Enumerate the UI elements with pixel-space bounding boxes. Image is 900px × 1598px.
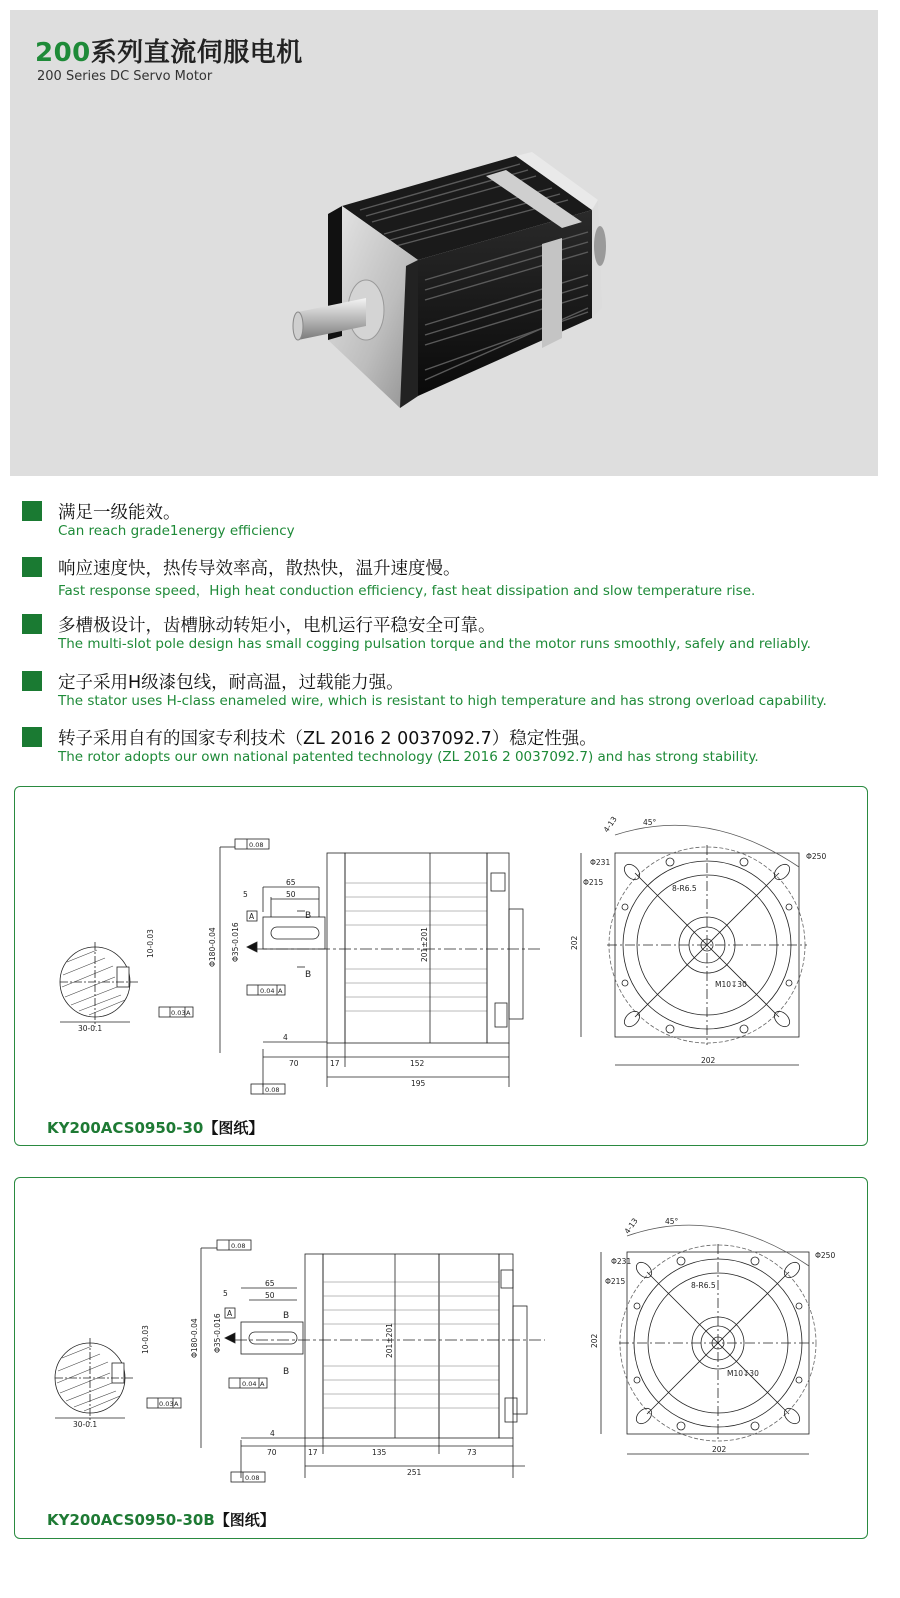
dim-text: 5: [243, 890, 248, 899]
dim-text: 8-R6.5: [672, 884, 697, 893]
tol-text: 0.03: [171, 1009, 186, 1017]
side-view: [190, 1240, 545, 1482]
dim-text: Φ250: [806, 852, 827, 861]
dim-text: 152: [410, 1059, 425, 1068]
drawing-panel-1: [14, 786, 868, 1146]
product-hero: [10, 10, 878, 476]
model-code: KY200ACS0950-30B: [47, 1511, 215, 1529]
front-view: [590, 1216, 835, 1454]
dim-text: Φ215: [605, 1277, 626, 1286]
dim-text: M10↧30: [727, 1369, 759, 1378]
feature-cn: 多槽极设计，齿槽脉动转矩小，电机运行平稳安全可靠。: [58, 616, 496, 636]
keyway-section: [55, 1325, 181, 1429]
dim-text: 45°: [643, 818, 657, 827]
feature-cn: 满足一级能效。: [58, 503, 181, 523]
dim-text: 5: [223, 1289, 228, 1298]
dim-text: 70: [289, 1059, 299, 1068]
dim-text: 65: [286, 878, 296, 887]
dim-text: 4-13: [622, 1216, 640, 1236]
dim-text: 30-0.1: [78, 1024, 103, 1033]
dim-text: 251: [407, 1468, 422, 1477]
bullet-square-icon: [22, 727, 42, 747]
tol-text: 0.08: [249, 841, 264, 849]
tol-text: 0.08: [245, 1474, 260, 1482]
dim-text: 201±201: [420, 927, 429, 962]
datum-text: A: [227, 1309, 233, 1318]
technical-drawing: [15, 1178, 867, 1502]
dim-text: 4: [270, 1429, 275, 1438]
title-number: 200: [35, 38, 91, 68]
feature-en: The rotor adopts our own national patented technology (ZL 2016 2 0037092.7) and has strong stability.: [58, 749, 759, 765]
dim-text: 50: [286, 890, 296, 899]
dim-text: 17: [308, 1448, 318, 1457]
dim-text: 202: [712, 1445, 727, 1454]
section-text: B: [305, 911, 312, 921]
dim-text: 10-0.03: [146, 929, 155, 958]
drawing-panel-2: [14, 1177, 868, 1539]
motor-product-image: [280, 140, 620, 430]
dim-text: 202: [701, 1056, 716, 1065]
dim-text: 201±201: [385, 1323, 394, 1358]
dim-text: 30-0.1: [73, 1420, 98, 1429]
dim-text: 195: [411, 1079, 426, 1088]
model-code: KY200ACS0950-30: [47, 1119, 204, 1137]
drawing-model-label: [47, 1117, 263, 1138]
dim-text: 10-0.03: [141, 1325, 150, 1354]
datum-text: A: [249, 912, 255, 921]
page-subtitle: 200 Series DC Servo Motor: [37, 69, 213, 84]
side-view: [208, 839, 543, 1094]
dim-text: Φ180-0.04: [208, 927, 217, 967]
tol-text: 0.04: [242, 1380, 257, 1388]
dim-text: Φ250: [815, 1251, 836, 1260]
drawing-suffix: 【图纸】: [203, 1119, 264, 1137]
feature-en: Fast response speed，High heat conduction efficiency, fast heat dissipation and slow temperature rise.: [58, 583, 756, 599]
page-title: [35, 32, 303, 69]
dim-text: 4-13: [601, 814, 619, 834]
feature-cn: 响应速度快，热传导效率高，散热快，温升速度慢。: [58, 559, 461, 579]
dim-text: Φ35-0.016: [231, 922, 240, 962]
dim-text: 65: [265, 1279, 275, 1288]
bullet-square-icon: [22, 614, 42, 634]
feature-cn: 定子采用H级漆包线，耐高温，过载能力强。: [58, 673, 404, 693]
section-text: B: [305, 970, 312, 980]
dim-text: 8-R6.5: [691, 1281, 716, 1290]
dim-text: 45°: [665, 1217, 679, 1226]
dim-text: Φ215: [583, 878, 604, 887]
dim-text: 4: [283, 1033, 288, 1042]
title-chinese: 系列直流伺服电机: [90, 38, 303, 68]
tol-ref: A: [278, 987, 283, 995]
feature-en: The multi-slot pole design has small cogging pulsation torque and the motor runs smoothly, safely and reliably.: [58, 636, 811, 652]
dim-text: 73: [467, 1448, 477, 1457]
dim-text: 202: [590, 1333, 599, 1348]
tol-ref: A: [260, 1380, 265, 1388]
feature-en: Can reach grade1energy efficiency: [58, 523, 295, 539]
drawing-model-label: [47, 1509, 275, 1530]
dim-text: 17: [330, 1059, 340, 1068]
dim-text: Φ231: [611, 1257, 632, 1266]
tol-ref: A: [186, 1009, 191, 1017]
keyway-section: [60, 929, 193, 1033]
section-text: B: [283, 1311, 290, 1321]
tol-text: 0.04: [260, 987, 275, 995]
tol-text: 0.08: [265, 1086, 280, 1094]
section-text: B: [283, 1367, 290, 1377]
technical-drawing: [15, 787, 867, 1107]
tol-text: 0.03: [159, 1400, 174, 1408]
dim-text: 50: [265, 1291, 275, 1300]
bullet-square-icon: [22, 501, 42, 521]
dim-text: Φ180-0.04: [190, 1318, 199, 1358]
dim-text: 202: [570, 935, 579, 950]
bullet-square-icon: [22, 557, 42, 577]
feature-cn: 转子采用自有的国家专利技术（ZL 2016 2 0037092.7）稳定性强。: [58, 729, 597, 749]
front-view: [570, 815, 826, 1065]
tol-ref: A: [174, 1400, 179, 1408]
feature-en: The stator uses H-class enameled wire, which is resistant to high temperature and has strong overload capability.: [58, 693, 827, 709]
dim-text: M10↧30: [715, 980, 747, 989]
dim-text: Φ35-0.016: [213, 1313, 222, 1353]
drawing-suffix: 【图纸】: [214, 1511, 275, 1529]
tol-text: 0.08: [231, 1242, 246, 1250]
dim-text: 70: [267, 1448, 277, 1457]
dim-text: 135: [372, 1448, 387, 1457]
dim-text: Φ231: [590, 858, 611, 867]
bullet-square-icon: [22, 671, 42, 691]
